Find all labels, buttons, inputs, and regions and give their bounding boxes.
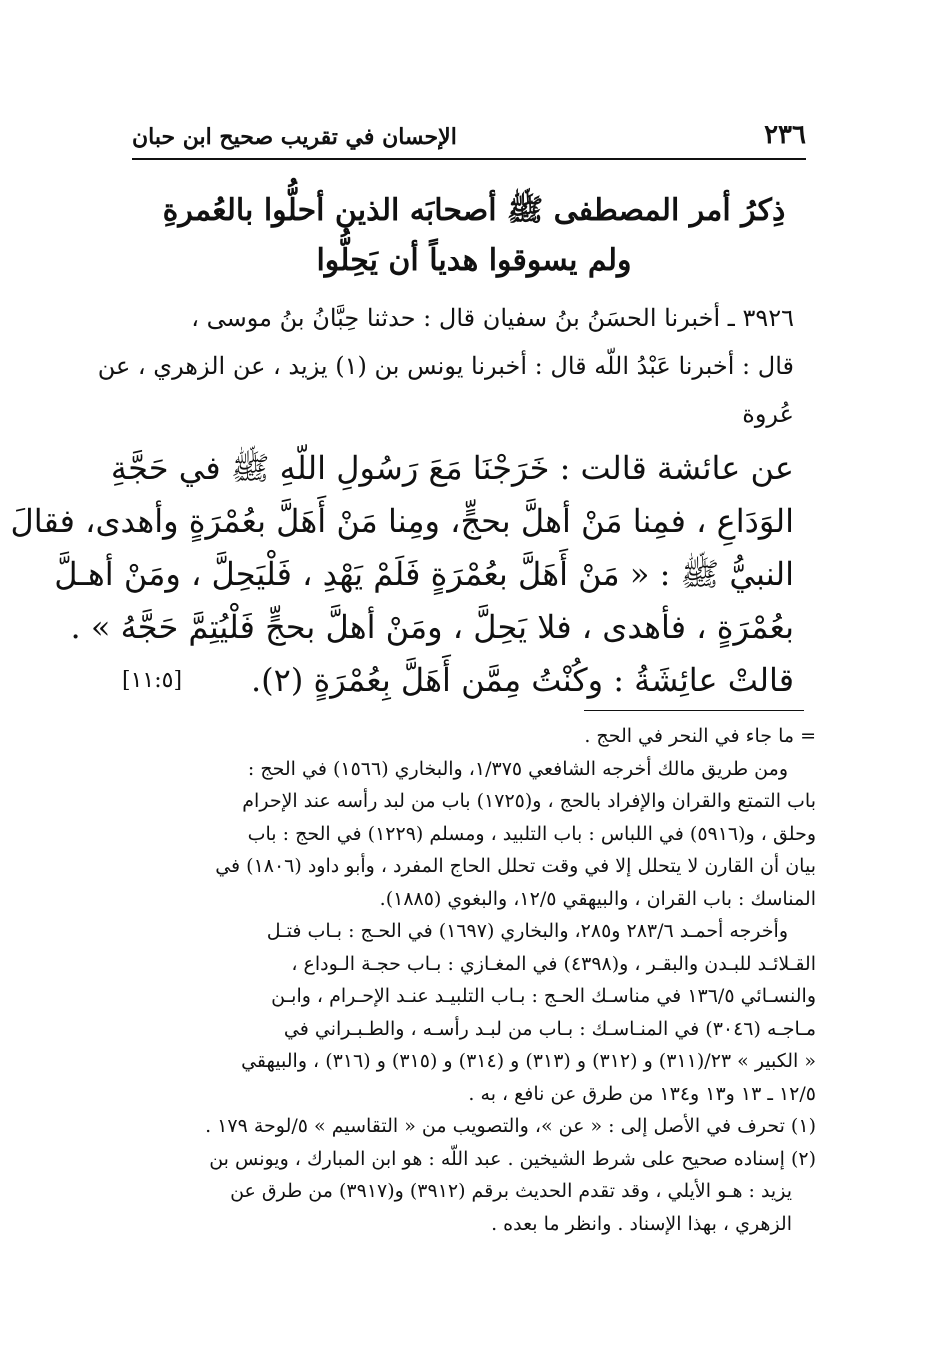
- isnad-paragraph: [97, 294, 794, 438]
- heading-line: ذِكرُ أمر المصطفى ﷺ أصحابَه الذين أحلُّوا بالعُمرةِ: [162, 193, 786, 228]
- footnote-line: القـلائـد للبـدن والبقـر ، و(٤٣٩٨) في المغـازي : بـاب حجـة الـوداع ،: [291, 952, 816, 975]
- hadith-line: قالتْ عائِشَةُ : وكُنْتُ مِمَّن أَهَلَّ بِعُمْرَةٍ (٢).: [250, 661, 794, 699]
- hadith-line: بعُمْرَةٍ ، فأهدى ، فلا يَحِلَّ ، ومَنْ أهلَّ بحجٍّ فَلْيُتِمَّ حَجَّهُ » .: [70, 608, 794, 646]
- chapter-heading: [160, 186, 788, 286]
- page-number: ٢٣٦: [764, 120, 806, 150]
- hadith-line: الوَدَاعِ ، فمِنا مَنْ أهلَّ بحجٍّ، ومِنا مَنْ أَهَلَّ بعُمْرَةٍ وأهدى، فقالَ: [10, 502, 794, 540]
- footnote-line: وأخرجه أحمـد ٢٨٣/٦ و٢٨٥، والبخاري (١٦٩٧) في الحـج : بـاب فتـل: [266, 920, 788, 942]
- hadith-line: النبيُّ ﷺ : « مَنْ أَهَلَّ بعُمْرَةٍ فَلَمْ يَهْدِ ، فَلْيَحِلَّ ، ومَنْ أهـلَّ: [54, 555, 794, 593]
- footnote-line: ومن طريق مالك أخرجه الشافعي ١/٣٧٥، والبخاري (١٥٦٦) في الحج :: [247, 757, 788, 780]
- footnote-line: (٢) إسناده صحيح على شرط الشيخين . عبد اللّه : هو ابن المبارك ، ويونس بن: [209, 1147, 816, 1170]
- isnad-line: عُروة: [742, 400, 794, 428]
- footnote-line: بيان أن القارن لا يتحلل إلا في وقت تحلل الحاج المفرد ، وأبو داود (١٨٠٦) في: [215, 855, 816, 877]
- hadith-reference: [١١:٥]: [122, 668, 183, 693]
- isnad-line: ٣٩٢٦ ـ أخبرنا الحسَنُ بنُ سفيان قال : حدثنا حِبَّانُ بنُ موسى ،: [191, 304, 794, 332]
- footnote-line: = ما جاء في النحر في الحج .: [584, 725, 816, 747]
- hadith-last-line: [122, 654, 794, 707]
- footnote-line: باب التمتع والقران والإفراد بالحج ، و(١٧٢٥) باب من لبد رأسه عند الإحرام: [242, 790, 816, 812]
- footnote-line: والنسـائي ١٣٦/٥ في مناسـك الحـج : بـاب التلبيـد عنـد الإحـرام ، وابـن: [271, 985, 816, 1007]
- footnote-line: ١٢/٥ ـ ١٣ و١٣ و١٣٤ من طرق عن نافع ، به .: [468, 1082, 816, 1105]
- hadith-line: عن عائشة قالت : خَرَجْنَا مَعَ رَسُولِ اللّهِ ﷺ في حَجَّةِ: [110, 449, 794, 487]
- footnote-separator: [584, 710, 804, 711]
- footnote-line: وحلق ، و(٥٩١٦) في اللباس : باب التلبيد ، ومسلم (١٢٢٩) في الحج : باب: [247, 822, 816, 845]
- footnote-line: المناسك : باب القران ، والبيهقي ١٢/٥، والبغوي (١٨٨٥).: [379, 887, 816, 910]
- footnotes: [128, 720, 816, 1240]
- running-header: [132, 118, 806, 160]
- running-title: الإحسان في تقريب صحيح ابن حبان: [132, 124, 457, 150]
- footnote-line: الزهري ، بهذا الإسناد . وانظر ما بعده .: [491, 1212, 792, 1235]
- footnote-line: « الكبير » ٢٣/(٣١١) و (٣١٢) و (٣١٣) و (٣١٤) و (٣١٥) و (٣١٦) ، والبيهقي: [241, 1050, 816, 1072]
- heading-line: ولم يسوقوا هدياً أن يَحِلُّوا: [316, 243, 632, 278]
- footnote-line: (١) تحرف في الأصل إلى : « عن »، والتصويب من « التقاسيم » ٥/لوحة ١٧٩ .: [205, 1115, 816, 1137]
- hadith-text: [10, 442, 794, 707]
- footnote-line: يزيد : هـو الأيلي ، وقد تقدم الحديث برقم (٣٩١٢) و(٣٩١٧) من طرق عن: [230, 1180, 792, 1202]
- isnad-line: قال : أخبرنا عَبْدُ اللّه قال : أخبرنا يونس بن (١) يزيد ، عن الزهري ، عن: [97, 352, 794, 380]
- footnote-line: مـاجـه (٣٠٤٦) في المنـاسـك : بـاب من لبـد رأسـه ، والطـبـراني في: [283, 1017, 816, 1040]
